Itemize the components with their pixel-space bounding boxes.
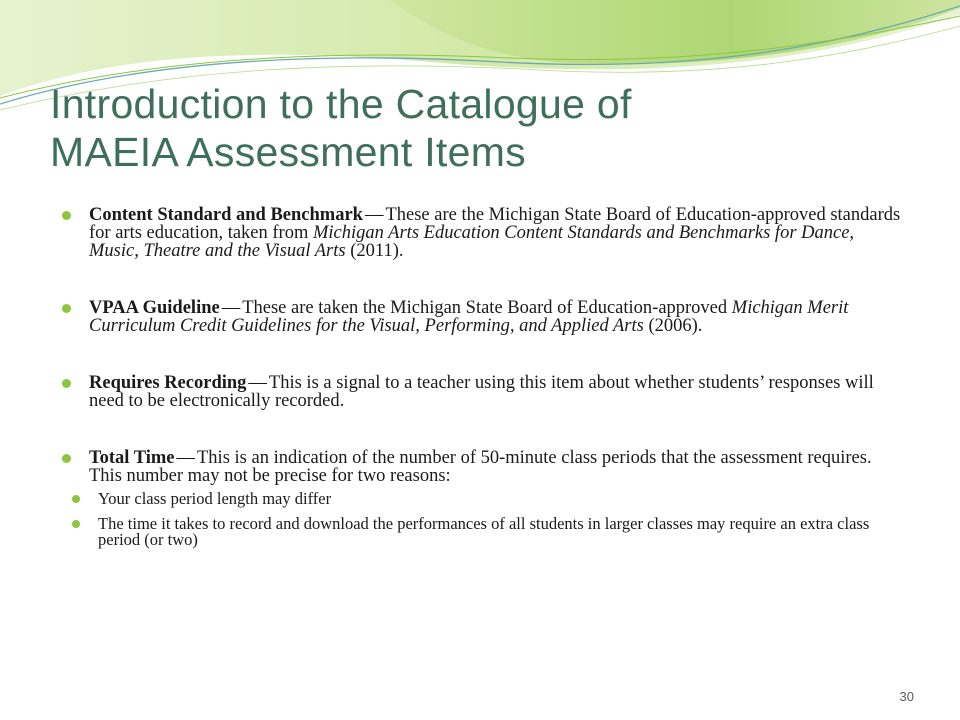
sub-list-item-record-download — [62, 516, 907, 548]
list-item-requires-recording — [62, 374, 907, 410]
item-term: VPAA Guideline — [89, 298, 220, 318]
item-dash: — — [221, 298, 241, 318]
item-dash: — — [248, 373, 267, 393]
bullet-list — [62, 206, 907, 557]
item-text: These are the Michigan State Board of Education-approved standards for arts education, taken from — [89, 205, 901, 243]
bullet-icon — [62, 454, 71, 463]
list-item-total-time — [62, 449, 907, 485]
item-term: Total Time — [89, 448, 175, 468]
item-dash: — — [364, 205, 384, 225]
page-number: 30 — [899, 689, 914, 704]
item-term: Requires Recording — [89, 373, 247, 393]
item-italic-title: Michigan Merit Curriculum Credit Guidelines for the Visual, Performing, and Applied Arts — [89, 298, 849, 336]
sub-bullet-icon — [72, 495, 80, 503]
item-text: These are taken the Michigan State Board of Education-approved — [242, 298, 732, 318]
slide-title — [50, 80, 930, 176]
sub-item-text: The time it takes to record and download the performances of all students in larger classes may require an extra class period (or two) — [98, 514, 870, 549]
list-item-content-standard — [62, 206, 907, 260]
bullet-icon — [62, 304, 71, 313]
item-dash: — — [176, 448, 195, 468]
sub-bullet-list — [62, 491, 907, 548]
sub-list-item-class-period — [62, 491, 907, 507]
item-text-after: (2011). — [345, 241, 404, 261]
sub-bullet-icon — [72, 520, 80, 528]
item-italic-title: Michigan Arts Education Content Standards and Benchmarks for Dance, Music, Theatre and the Visual Arts — [89, 223, 855, 261]
item-text-after: (2006). — [643, 316, 703, 336]
sub-item-text: Your class period length may differ — [98, 489, 332, 508]
title-line-1: Introduction to the Catalogue of — [50, 81, 632, 127]
item-term: Content Standard and Benchmark — [89, 205, 363, 225]
title-line-2: MAEIA Assessment Items — [50, 129, 526, 175]
list-item-vpaa-guideline — [62, 299, 907, 335]
item-text: This is a signal to a teacher using this item about whether students’ responses will need to be electronically recorded. — [89, 373, 874, 411]
bullet-icon — [62, 379, 71, 388]
bullet-icon — [62, 211, 71, 220]
item-text: This is an indication of the number of 50-minute class periods that the assessment requires. This number may not be precise for two reasons: — [89, 448, 872, 486]
